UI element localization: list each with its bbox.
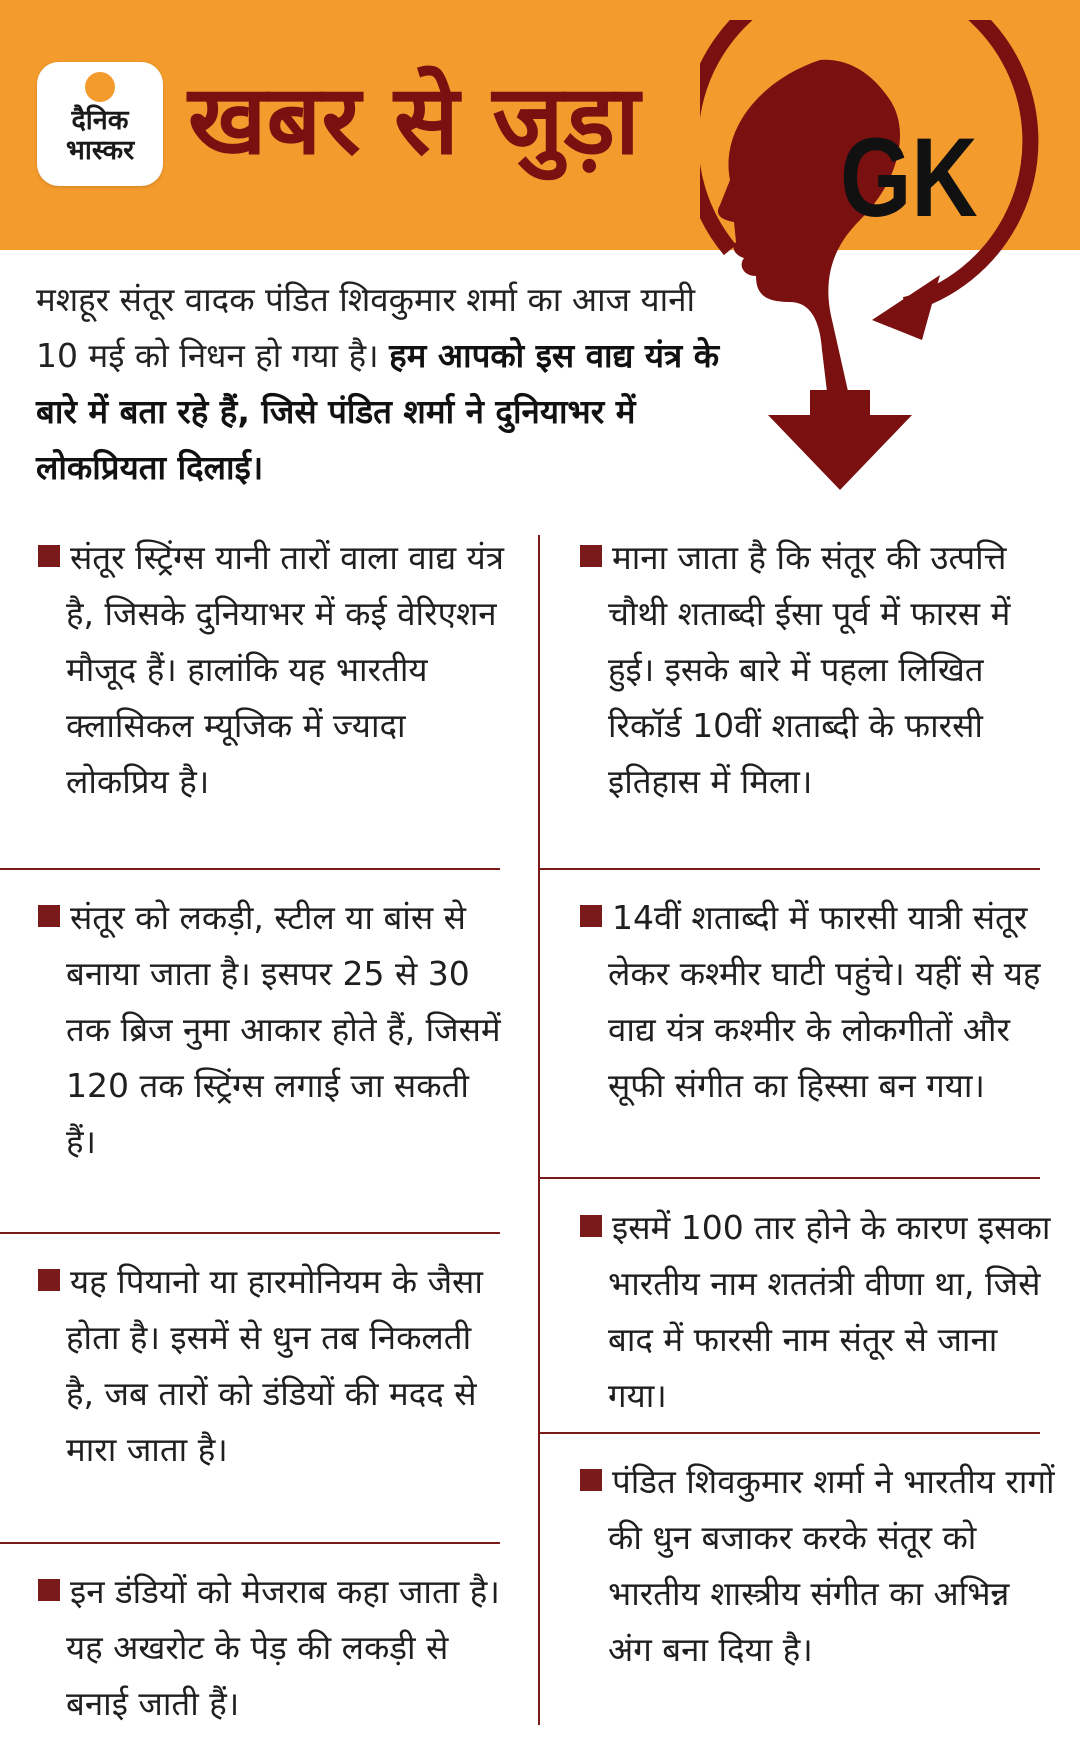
fact-text: संतूर स्ट्रिंग्स यानी तारों वाला वाद्य यंत्र है, जिसके दुनियाभर में कई वेरिएशन मौजूद हैं। हालांकि यह भारतीय क्लासिकल म्यूजिक में ज्यादा लोकप्रिय है। (66, 538, 504, 801)
divider (0, 1232, 500, 1234)
square-bullet-icon (580, 545, 602, 567)
column-divider (538, 535, 540, 1725)
logo-text-line1: दैनिक (71, 105, 129, 136)
intro-text: मशहूर संतूर वादक पंडित शिवकुमार शर्मा का आज यानी 10 मई को निधन हो गया है। (36, 280, 696, 375)
intro-bold-text: हम आपको इस वाद्य यंत्र के बारे में बता रहे हैं, जिसे पंडित शर्मा ने दुनियाभर में लोकप्रियता दिलाई। (36, 336, 720, 487)
fact-text: माना जाता है कि संतूर की उत्पत्ति चौथी शताब्दी ईसा पूर्व में फारस में हुई। इसके बारे में पहला लिखित रिकॉर्ड 10वीं शताब्दी के फारसी इतिहास में मिला। (608, 538, 1011, 801)
fact-text: यह पियानो या हारमोनियम के जैसा होता है। इसमें से धुन तब निकलती है, जब तारों को डंडियों की मदद से मारा जाता है। (66, 1262, 483, 1469)
square-bullet-icon (580, 1469, 602, 1491)
square-bullet-icon (38, 905, 60, 927)
sun-icon (85, 72, 115, 102)
dainik-bhaskar-logo[interactable] (37, 62, 163, 186)
fact-card (38, 890, 508, 1170)
fact-card (580, 530, 1060, 810)
fact-text: इसमें 100 तार होने के कारण इसका भारतीय नाम शततंत्री वीणा था, जिसे बाद में फारसी नाम संतूर से जाना गया। (608, 1208, 1051, 1415)
fact-card (580, 1454, 1060, 1678)
fact-card (580, 890, 1060, 1114)
head-silhouette-arrow-icon (700, 20, 1080, 540)
arrow-down-icon (768, 390, 912, 490)
fact-card (580, 1200, 1060, 1424)
fact-text: संतूर को लकड़ी, स्टील या बांस से बनाया जाता है। इसपर 25 से 30 तक ब्रिज नुमा आकार होते हैं, जिसमें 120 तक स्ट्रिंग्स लगाई जा सकती हैं। (66, 898, 501, 1161)
square-bullet-icon (38, 545, 60, 567)
divider (540, 1432, 1040, 1434)
arrow-head-right-icon (872, 275, 940, 340)
intro-paragraph (36, 272, 726, 496)
square-bullet-icon (580, 1215, 602, 1237)
divider (0, 1542, 500, 1544)
divider (540, 1177, 1040, 1179)
page-title: खबर से जुड़ा (188, 64, 640, 176)
square-bullet-icon (38, 1269, 60, 1291)
square-bullet-icon (38, 1579, 60, 1601)
fact-card (38, 530, 508, 810)
divider (0, 868, 500, 870)
fact-text: 14वीं शताब्दी में फारसी यात्री संतूर लेकर कश्मीर घाटी पहुंचे। यहीं से यह वाद्य यंत्र कश्मीर के लोकगीतों और सूफी संगीत का हिस्सा बन गया। (608, 898, 1041, 1105)
square-bullet-icon (580, 905, 602, 927)
logo-text-line2: भास्कर (65, 135, 135, 166)
fact-card (38, 1564, 508, 1732)
fact-text: पंडित शिवकुमार शर्मा ने भारतीय रागों की धुन बजाकर करके संतूर को भारतीय शास्त्रीय संगीत का अभिन्न अंग बना दिया है। (608, 1462, 1055, 1669)
fact-text: इन डंडियों को मेजराब कहा जाता है। यह अखरोट के पेड़ की लकड़ी से बनाई जाती हैं। (66, 1572, 500, 1723)
fact-card (38, 1254, 508, 1478)
divider (540, 868, 1040, 870)
gk-badge: GK (840, 115, 978, 240)
